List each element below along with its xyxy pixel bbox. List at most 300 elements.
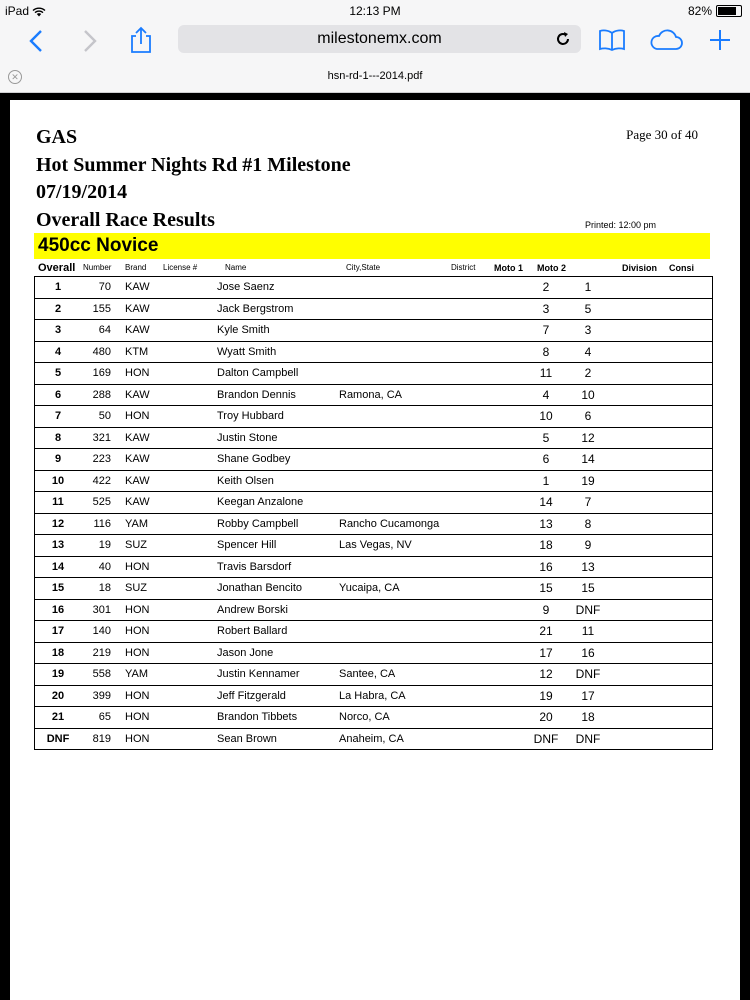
overall-cell: 19 xyxy=(35,664,82,686)
city-state-cell xyxy=(339,298,487,320)
consi-cell xyxy=(669,384,713,406)
moto2-cell: DNF xyxy=(567,664,609,686)
brand-cell: HON xyxy=(117,599,175,621)
rider-name-cell: Justin Kennamer xyxy=(217,664,339,686)
number-cell: 65 xyxy=(81,707,117,729)
consi-cell xyxy=(669,642,713,664)
table-row xyxy=(35,599,713,621)
rider-name-cell: Spencer Hill xyxy=(217,535,339,557)
division-cell xyxy=(609,384,669,406)
city-state-cell xyxy=(339,449,487,471)
rider-name-cell: Troy Hubbard xyxy=(217,406,339,428)
moto2-cell: 6 xyxy=(567,406,609,428)
new-tab-button[interactable] xyxy=(702,24,738,58)
city-state-cell: Anaheim, CA xyxy=(339,728,487,750)
moto2-cell: 1 xyxy=(567,277,609,299)
district-cell xyxy=(487,642,525,664)
rider-name-cell: Sean Brown xyxy=(217,728,339,750)
division-cell xyxy=(609,513,669,535)
number-cell: 819 xyxy=(81,728,117,750)
moto1-cell: 15 xyxy=(525,578,567,600)
license-cell xyxy=(175,707,217,729)
consi-cell xyxy=(669,728,713,750)
number-cell: 116 xyxy=(81,513,117,535)
table-row xyxy=(35,427,713,449)
division-cell xyxy=(609,685,669,707)
col-overall: Overall xyxy=(38,262,76,274)
consi-cell xyxy=(669,664,713,686)
district-cell xyxy=(487,492,525,514)
consi-cell xyxy=(669,341,713,363)
city-state-cell xyxy=(339,642,487,664)
overall-cell: 12 xyxy=(35,513,82,535)
overall-cell: 18 xyxy=(35,642,82,664)
moto2-cell: 14 xyxy=(567,449,609,471)
rider-name-cell: Dalton Campbell xyxy=(217,363,339,385)
division-cell xyxy=(609,320,669,342)
table-row xyxy=(35,406,713,428)
number-cell: 422 xyxy=(81,470,117,492)
overall-cell: 9 xyxy=(35,449,82,471)
city-state-cell xyxy=(339,341,487,363)
city-state-cell xyxy=(339,470,487,492)
moto2-cell: 11 xyxy=(567,621,609,643)
consi-cell xyxy=(669,277,713,299)
brand-cell: HON xyxy=(117,707,175,729)
col-moto1: Moto 1 xyxy=(494,263,523,273)
overall-cell: 15 xyxy=(35,578,82,600)
district-cell xyxy=(487,513,525,535)
division-cell xyxy=(609,363,669,385)
overall-cell: 14 xyxy=(35,556,82,578)
rider-name-cell: Jack Bergstrom xyxy=(217,298,339,320)
city-state-cell xyxy=(339,406,487,428)
license-cell xyxy=(175,277,217,299)
table-row xyxy=(35,384,713,406)
license-cell xyxy=(175,535,217,557)
doc-event-title: Hot Summer Nights Rd #1 Milestone xyxy=(36,154,351,176)
col-city-state: City,State xyxy=(346,263,381,272)
city-state-cell: Rancho Cucamonga xyxy=(339,513,487,535)
license-cell xyxy=(175,492,217,514)
doc-report-title: Overall Race Results xyxy=(36,209,215,231)
district-cell xyxy=(487,363,525,385)
brand-cell: HON xyxy=(117,363,175,385)
table-row xyxy=(35,363,713,385)
license-cell xyxy=(175,384,217,406)
col-moto2: Moto 2 xyxy=(537,263,566,273)
division-cell xyxy=(609,298,669,320)
overall-cell: 13 xyxy=(35,535,82,557)
moto1-cell: 16 xyxy=(525,556,567,578)
number-cell: 140 xyxy=(81,621,117,643)
reload-button[interactable] xyxy=(555,25,571,55)
moto1-cell: 21 xyxy=(525,621,567,643)
page-number: Page 30 of 40 xyxy=(626,127,698,142)
reload-icon xyxy=(555,31,571,47)
rider-name-cell: Jonathan Bencito xyxy=(217,578,339,600)
book-icon xyxy=(598,29,626,51)
district-cell xyxy=(487,707,525,729)
number-cell: 64 xyxy=(81,320,117,342)
consi-cell xyxy=(669,427,713,449)
number-cell: 288 xyxy=(81,384,117,406)
doc-organization: GAS xyxy=(36,126,78,148)
col-brand: Brand xyxy=(125,263,147,272)
moto2-cell: 8 xyxy=(567,513,609,535)
moto1-cell: 5 xyxy=(525,427,567,449)
city-state-cell xyxy=(339,427,487,449)
tab-bar xyxy=(0,62,750,93)
number-cell: 399 xyxy=(81,685,117,707)
number-cell: 558 xyxy=(81,664,117,686)
rider-name-cell: Jeff Fitzgerald xyxy=(217,685,339,707)
consi-cell xyxy=(669,556,713,578)
table-row xyxy=(35,277,713,299)
consi-cell xyxy=(669,406,713,428)
district-cell xyxy=(487,535,525,557)
brand-cell: KAW xyxy=(117,384,175,406)
license-cell xyxy=(175,513,217,535)
rider-name-cell: Travis Barsdorf xyxy=(217,556,339,578)
table-row xyxy=(35,298,713,320)
moto2-cell: 2 xyxy=(567,363,609,385)
battery-icon xyxy=(716,5,742,17)
table-row xyxy=(35,556,713,578)
city-state-cell: Santee, CA xyxy=(339,664,487,686)
results-table xyxy=(34,276,713,750)
rider-name-cell: Jason Jone xyxy=(217,642,339,664)
rider-name-cell: Shane Godbey xyxy=(217,449,339,471)
moto1-cell: 7 xyxy=(525,320,567,342)
district-cell xyxy=(487,599,525,621)
brand-cell: HON xyxy=(117,685,175,707)
moto2-cell: 4 xyxy=(567,341,609,363)
license-cell xyxy=(175,728,217,750)
city-state-cell: Norco, CA xyxy=(339,707,487,729)
table-row xyxy=(35,685,713,707)
bookmarks-button[interactable] xyxy=(594,24,630,58)
brand-cell: KAW xyxy=(117,449,175,471)
rider-name-cell: Wyatt Smith xyxy=(217,341,339,363)
overall-cell: 2 xyxy=(35,298,82,320)
pdf-page xyxy=(10,100,740,1000)
city-state-cell: Yucaipa, CA xyxy=(339,578,487,600)
address-text: milestonemx.com xyxy=(317,30,442,47)
rider-name-cell: Robert Ballard xyxy=(217,621,339,643)
license-cell xyxy=(175,320,217,342)
brand-cell: YAM xyxy=(117,513,175,535)
license-cell xyxy=(175,363,217,385)
city-state-cell xyxy=(339,363,487,385)
consi-cell xyxy=(669,599,713,621)
close-icon: ✕ xyxy=(11,72,19,82)
rider-name-cell: Robby Campbell xyxy=(217,513,339,535)
moto2-cell: 18 xyxy=(567,707,609,729)
division-cell xyxy=(609,599,669,621)
rider-name-cell: Andrew Borski xyxy=(217,599,339,621)
address-bar[interactable] xyxy=(178,25,581,53)
division-cell xyxy=(609,728,669,750)
col-number: Number xyxy=(83,263,112,272)
district-cell xyxy=(487,556,525,578)
division-cell xyxy=(609,578,669,600)
city-state-cell xyxy=(339,277,487,299)
division-cell xyxy=(609,707,669,729)
table-row xyxy=(35,470,713,492)
consi-cell xyxy=(669,707,713,729)
moto1-cell: 6 xyxy=(525,449,567,471)
overall-cell: 21 xyxy=(35,707,82,729)
brand-cell: SUZ xyxy=(117,578,175,600)
division-cell xyxy=(609,277,669,299)
division-cell xyxy=(609,406,669,428)
license-cell xyxy=(175,298,217,320)
table-row xyxy=(35,535,713,557)
consi-cell xyxy=(669,449,713,471)
moto1-cell: 9 xyxy=(525,599,567,621)
results-body xyxy=(35,277,713,750)
table-row xyxy=(35,621,713,643)
moto2-cell: 15 xyxy=(567,578,609,600)
district-cell xyxy=(487,277,525,299)
col-division: Division xyxy=(622,263,658,273)
battery-percent: 82% xyxy=(687,4,712,18)
chevron-left-icon xyxy=(29,29,43,53)
brand-cell: KTM xyxy=(117,341,175,363)
consi-cell xyxy=(669,578,713,600)
moto2-cell: 16 xyxy=(567,642,609,664)
division-cell xyxy=(609,556,669,578)
license-cell xyxy=(175,578,217,600)
moto1-cell: 11 xyxy=(525,363,567,385)
district-cell xyxy=(487,341,525,363)
moto1-cell: 8 xyxy=(525,341,567,363)
brand-cell: KAW xyxy=(117,470,175,492)
license-cell xyxy=(175,427,217,449)
overall-cell: DNF xyxy=(35,728,82,750)
overall-cell: 20 xyxy=(35,685,82,707)
license-cell xyxy=(175,599,217,621)
moto1-cell: 12 xyxy=(525,664,567,686)
overall-cell: 4 xyxy=(35,341,82,363)
moto2-cell: 7 xyxy=(567,492,609,514)
overall-cell: 11 xyxy=(35,492,82,514)
moto2-cell: DNF xyxy=(567,599,609,621)
number-cell: 18 xyxy=(81,578,117,600)
district-cell xyxy=(487,664,525,686)
number-cell: 169 xyxy=(81,363,117,385)
district-cell xyxy=(487,384,525,406)
overall-cell: 6 xyxy=(35,384,82,406)
moto2-cell: 9 xyxy=(567,535,609,557)
license-cell xyxy=(175,621,217,643)
division-cell xyxy=(609,427,669,449)
col-district: District xyxy=(451,263,476,272)
back-button[interactable] xyxy=(18,24,54,58)
overall-cell: 1 xyxy=(35,277,82,299)
license-cell xyxy=(175,449,217,471)
moto1-cell: 17 xyxy=(525,642,567,664)
moto1-cell: 18 xyxy=(525,535,567,557)
class-name-band: 450cc Novice xyxy=(34,233,710,259)
number-cell: 155 xyxy=(81,298,117,320)
rider-name-cell: Jose Saenz xyxy=(217,277,339,299)
license-cell xyxy=(175,664,217,686)
rider-name-cell: Justin Stone xyxy=(217,427,339,449)
overall-cell: 16 xyxy=(35,599,82,621)
table-row xyxy=(35,341,713,363)
printed-time: Printed: 12:00 pm xyxy=(585,220,657,230)
moto2-cell: 17 xyxy=(567,685,609,707)
brand-cell: HON xyxy=(117,406,175,428)
share-icon xyxy=(130,26,152,54)
license-cell xyxy=(175,470,217,492)
overall-cell: 8 xyxy=(35,427,82,449)
number-cell: 219 xyxy=(81,642,117,664)
brand-cell: KAW xyxy=(117,427,175,449)
district-cell xyxy=(487,320,525,342)
division-cell xyxy=(609,642,669,664)
number-cell: 40 xyxy=(81,556,117,578)
moto1-cell: 20 xyxy=(525,707,567,729)
table-row xyxy=(35,320,713,342)
col-name: Name xyxy=(225,263,247,272)
district-cell xyxy=(487,685,525,707)
brand-cell: HON xyxy=(117,642,175,664)
city-state-cell xyxy=(339,492,487,514)
license-cell xyxy=(175,685,217,707)
table-row xyxy=(35,449,713,471)
col-license: License # xyxy=(163,263,198,272)
number-cell: 19 xyxy=(81,535,117,557)
table-row xyxy=(35,664,713,686)
table-row xyxy=(35,578,713,600)
consi-cell xyxy=(669,685,713,707)
license-cell xyxy=(175,341,217,363)
moto2-cell: 12 xyxy=(567,427,609,449)
city-state-cell: La Habra, CA xyxy=(339,685,487,707)
clock: 12:13 PM xyxy=(349,4,401,18)
brand-cell: HON xyxy=(117,556,175,578)
city-state-cell xyxy=(339,599,487,621)
battery-fill xyxy=(718,7,736,15)
brand-cell: SUZ xyxy=(117,535,175,557)
division-cell xyxy=(609,341,669,363)
overall-cell: 3 xyxy=(35,320,82,342)
rider-name-cell: Brandon Tibbets xyxy=(217,707,339,729)
consi-cell xyxy=(669,470,713,492)
city-state-cell xyxy=(339,621,487,643)
chevron-right-icon xyxy=(83,29,97,53)
moto2-cell: 19 xyxy=(567,470,609,492)
moto2-cell: 3 xyxy=(567,320,609,342)
table-row xyxy=(35,513,713,535)
brand-cell: HON xyxy=(117,728,175,750)
consi-cell xyxy=(669,363,713,385)
license-cell xyxy=(175,406,217,428)
consi-cell xyxy=(669,513,713,535)
number-cell: 50 xyxy=(81,406,117,428)
division-cell xyxy=(609,621,669,643)
district-cell xyxy=(487,406,525,428)
moto2-cell: 10 xyxy=(567,384,609,406)
moto1-cell: 14 xyxy=(525,492,567,514)
brand-cell: KAW xyxy=(117,298,175,320)
license-cell xyxy=(175,642,217,664)
device-label: iPad xyxy=(5,4,30,18)
table-row xyxy=(35,492,713,514)
district-cell xyxy=(487,470,525,492)
city-state-cell xyxy=(339,320,487,342)
moto1-cell: DNF xyxy=(525,728,567,750)
moto1-cell: 2 xyxy=(525,277,567,299)
moto2-cell: DNF xyxy=(567,728,609,750)
brand-cell: KAW xyxy=(117,492,175,514)
brand-cell: KAW xyxy=(117,277,175,299)
consi-cell xyxy=(669,621,713,643)
district-cell xyxy=(487,621,525,643)
overall-cell: 5 xyxy=(35,363,82,385)
number-cell: 480 xyxy=(81,341,117,363)
consi-cell xyxy=(669,298,713,320)
city-state-cell xyxy=(339,556,487,578)
number-cell: 70 xyxy=(81,277,117,299)
table-row xyxy=(35,728,713,750)
overall-cell: 7 xyxy=(35,406,82,428)
district-cell xyxy=(487,728,525,750)
moto1-cell: 10 xyxy=(525,406,567,428)
number-cell: 321 xyxy=(81,427,117,449)
rider-name-cell: Brandon Dennis xyxy=(217,384,339,406)
division-cell xyxy=(609,664,669,686)
status-bar xyxy=(0,0,750,22)
district-cell xyxy=(487,449,525,471)
moto1-cell: 19 xyxy=(525,685,567,707)
plus-icon xyxy=(709,29,731,51)
city-state-cell: Ramona, CA xyxy=(339,384,487,406)
consi-cell xyxy=(669,535,713,557)
district-cell xyxy=(487,427,525,449)
moto1-cell: 13 xyxy=(525,513,567,535)
table-row xyxy=(35,707,713,729)
rider-name-cell: Kyle Smith xyxy=(217,320,339,342)
district-cell xyxy=(487,298,525,320)
moto2-cell: 13 xyxy=(567,556,609,578)
rider-name-cell: Keegan Anzalone xyxy=(217,492,339,514)
city-state-cell: Las Vegas, NV xyxy=(339,535,487,557)
division-cell xyxy=(609,470,669,492)
status-right xyxy=(688,4,742,18)
moto2-cell: 5 xyxy=(567,298,609,320)
division-cell xyxy=(609,535,669,557)
number-cell: 223 xyxy=(81,449,117,471)
forward-button[interactable] xyxy=(72,24,108,58)
icloud-tabs-button[interactable] xyxy=(648,24,684,58)
doc-date: 07/19/2014 xyxy=(36,181,128,203)
browser-toolbar xyxy=(0,22,750,62)
rider-name-cell: Keith Olsen xyxy=(217,470,339,492)
brand-cell: HON xyxy=(117,621,175,643)
number-cell: 301 xyxy=(81,599,117,621)
moto1-cell: 1 xyxy=(525,470,567,492)
tab-title: hsn-rd-1---2014.pdf xyxy=(327,70,423,82)
col-consi: Consi xyxy=(669,263,695,273)
table-row xyxy=(35,642,713,664)
district-cell xyxy=(487,578,525,600)
consi-cell xyxy=(669,320,713,342)
share-button[interactable] xyxy=(123,24,159,58)
